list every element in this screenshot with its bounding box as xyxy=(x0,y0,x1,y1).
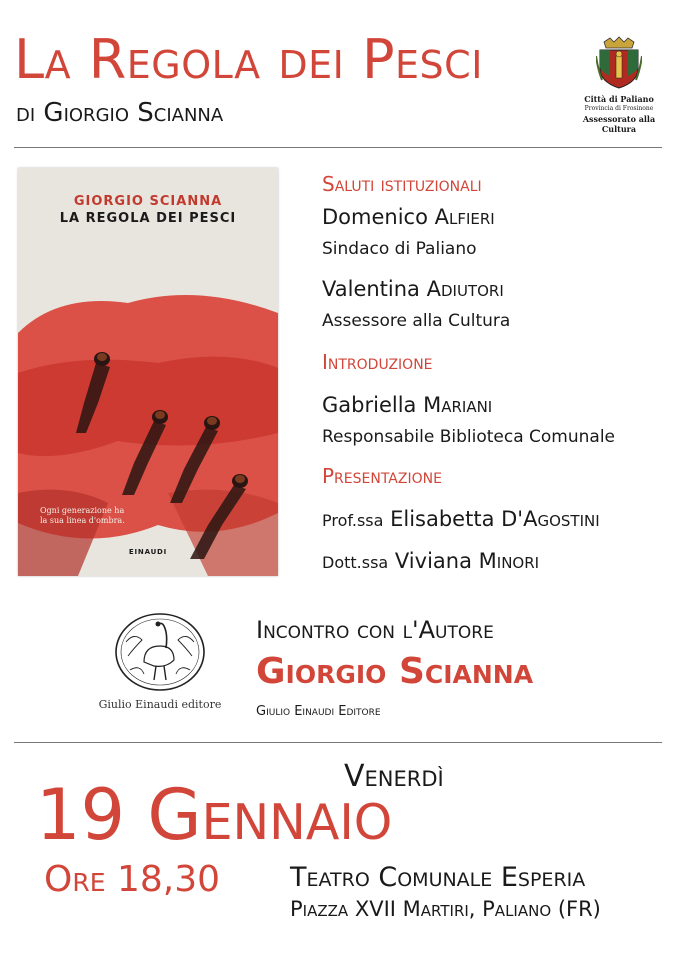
speaker-1-first: Domenico xyxy=(322,205,428,229)
crest-province: Provincia di Frosinone xyxy=(584,105,654,112)
cover-tagline xyxy=(40,506,125,526)
speaker-4-first: Elisabetta xyxy=(390,507,495,531)
cover-publisher: EINAUDI xyxy=(128,548,168,556)
cover-tagline-2: la sua linea d'ombra. xyxy=(40,516,125,525)
speaker-3-first: Gabriella xyxy=(322,393,417,417)
speaker-1-name xyxy=(322,204,495,230)
speaker-2-name xyxy=(322,276,504,302)
speaker-3-name xyxy=(322,392,492,418)
speaker-5-first: Viviana xyxy=(394,549,472,573)
speaker-4-last: D'Agostini xyxy=(501,507,600,531)
crest-emblem-icon xyxy=(596,36,642,90)
speaker-2-first: Valentina xyxy=(322,277,420,301)
speaker-3-last: Mariani xyxy=(423,393,493,417)
event-day: Venerdì xyxy=(344,759,444,794)
crest-office: Assessorato alla Cultura xyxy=(582,114,656,134)
cover-tagline-1: Ogni generazione ha xyxy=(40,506,125,515)
top-divider xyxy=(14,147,662,148)
event-address: Piazza XVII Martiri, Paliano (FR) xyxy=(290,897,601,921)
crest-city: Città di Paliano xyxy=(584,94,654,104)
speaker-1-last: Alfieri xyxy=(434,205,495,229)
section-presentation: Presentazione xyxy=(322,464,442,488)
book-cover xyxy=(18,168,278,576)
event-title: La Regola dei Pesci xyxy=(14,28,483,91)
cover-artwork xyxy=(18,263,278,576)
speaker-4-prefix: Prof.ssa xyxy=(322,511,384,530)
event-venue: Teatro Comunale Esperia xyxy=(290,862,586,893)
section-introduction: Introduzione xyxy=(322,350,433,374)
event-time: Ore 18,30 xyxy=(44,859,221,900)
speaker-4-name xyxy=(322,506,600,534)
cover-title: LA REGOLA DEI PESCI xyxy=(59,211,237,226)
bottom-divider xyxy=(14,742,662,743)
publisher-logo xyxy=(98,612,222,711)
ostrich-emblem-icon xyxy=(114,612,206,692)
cover-author: GIORGIO SCIANNA xyxy=(73,194,223,209)
featured-publisher: Giulio Einaudi Editore xyxy=(256,704,381,719)
speaker-5-prefix: Dott.ssa xyxy=(322,553,389,572)
city-crest xyxy=(569,36,669,134)
speaker-5-last: Minori xyxy=(478,549,540,573)
event-date: 19 Gennaio xyxy=(36,774,393,856)
publisher-logo-caption: Giulio Einaudi editore xyxy=(98,698,222,711)
speaker-2-last: Adiutori xyxy=(426,277,504,301)
speaker-1-role: Sindaco di Paliano xyxy=(322,239,477,259)
section-greetings: Saluti istituzionali xyxy=(322,172,482,196)
speaker-2-role: Assessore alla Cultura xyxy=(322,311,511,331)
speaker-5-name xyxy=(322,548,539,576)
speaker-3-role: Responsabile Biblioteca Comunale xyxy=(322,427,616,447)
meeting-label: Incontro con l'Autore xyxy=(256,616,494,644)
event-subtitle: di Giorgio Scianna xyxy=(16,98,224,128)
featured-author: Giorgio Scianna xyxy=(256,651,534,692)
